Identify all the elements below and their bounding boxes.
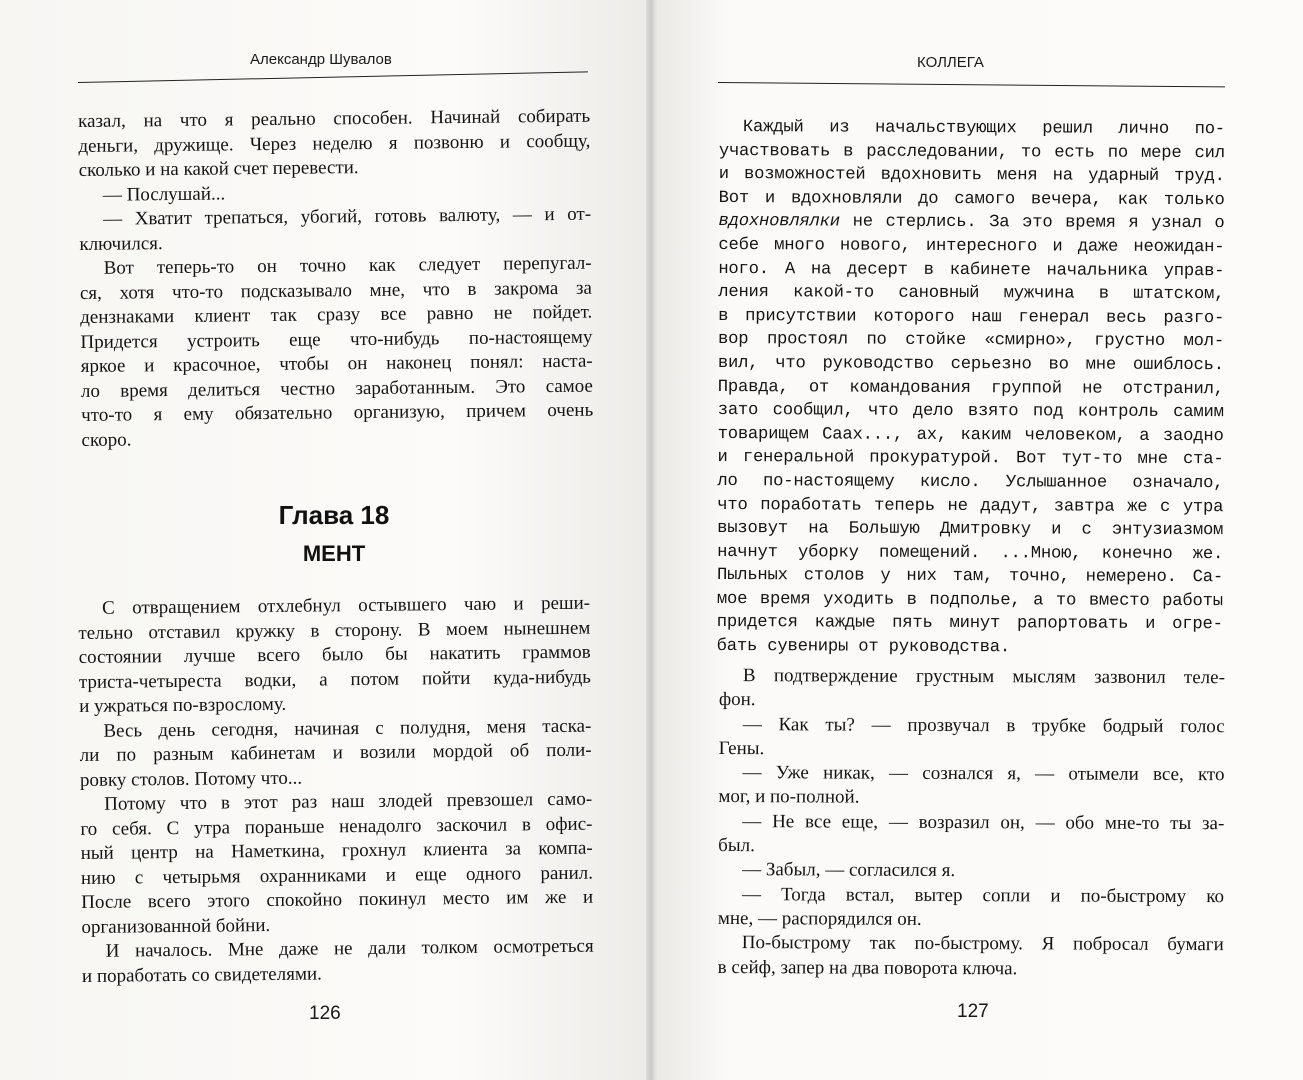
text-line: начнут уборку помещений. ...Мною, конечно же. <box>717 542 1224 564</box>
text-line: — Тогда встал, вытер сопли и по-быстрому ко <box>741 883 1225 907</box>
text-line: После всего этого спокойно покинул место им же и <box>81 886 594 913</box>
italic-word: вдохновлялки <box>718 212 840 232</box>
text-line: Вот теперь-то он точно как следует перепугал- <box>103 252 592 279</box>
text-line: С отвращением отхлебнул остывшего чаю и реши- <box>102 592 591 619</box>
page-number-right: 127 <box>957 1001 989 1022</box>
text-line: и поработать со свидетелями. <box>81 962 322 987</box>
right-text-block-lower <box>718 664 1225 982</box>
text-line: — Забыл, — согласился я. <box>742 859 956 882</box>
text-line: деньги, дружище. Через неделю я позвоню и сообщу, <box>78 130 591 157</box>
text-line: вдохновлялки не стерлись. За это время я узнал о <box>718 212 1225 234</box>
right-text-block-upper <box>717 116 1225 661</box>
text-line: Каждый из начальствующих решил лично по- <box>742 118 1225 140</box>
running-header-title: КОЛЛЕГА <box>917 54 984 71</box>
text-line: бать сувениры от руководства. <box>716 637 1011 658</box>
text-line: был. <box>718 835 755 857</box>
text-line: — Уже никак, — сознался я, — отымели все, кто <box>742 762 1225 786</box>
text-line: Потому что в этот раз наш злодей превзошел само- <box>104 788 593 815</box>
text-line: В подтверждение грустным мыслям зазвонил теле- <box>742 665 1225 689</box>
text-line: ло по-настоящему кисло. Услышанное означало, <box>717 471 1224 494</box>
text-line: состоянии лучше всего было бы накатить граммов <box>78 641 591 668</box>
text-line: сколько и на какой счет перевести. <box>78 157 359 181</box>
text-line: Правда, от командования группой не отстранил, <box>717 377 1224 399</box>
text-line: ровку столов. Потому что... <box>79 767 303 791</box>
text-line: ления какой-то сановный мужчина в штатском, <box>718 283 1225 305</box>
text-line: ло время делиться честно заработанным. Это самое <box>80 375 594 402</box>
text-line: — Хватит трепаться, убогий, готовь валюту, — и от- <box>103 203 592 230</box>
text-line: мое время уходить в подполье, а то вместо работы <box>716 589 1223 612</box>
text-line: ключился. <box>79 232 163 255</box>
text-line: По-быстрому так по-быстрому. Я побросал бумаги <box>741 932 1224 956</box>
text-line: вызовут на Большую Дмитровку и с энтузиазмом <box>717 519 1224 541</box>
text-line: фон. <box>718 689 756 711</box>
chapter-number: Глава 18 <box>278 500 390 530</box>
text-line: — Послушай... <box>102 182 226 206</box>
text-line: И началось. Мне даже не дали толком осмотреться <box>105 935 594 962</box>
text-line: в сейф, запер на два поворота ключа. <box>717 956 1018 979</box>
chapter-title: МЕНТ <box>302 541 366 566</box>
text-line: вор простоял по стойке «смирно», грустно мол- <box>717 330 1225 352</box>
text-line: го себя. С утра пораньше ненадолго заскочил в офис- <box>80 813 593 840</box>
text-line: в присутствии которого наш генерал весь разго- <box>718 306 1225 328</box>
page-number-left: 126 <box>309 1003 341 1024</box>
text-line: Пыльных столов у них там, точно, немерено. Са- <box>716 566 1224 588</box>
text-line: мог, и по-полной. <box>718 786 860 809</box>
text-line: казал, на что я реально способен. Начинай собирать <box>78 105 591 132</box>
text-line: придется каждые пять минут рапортовать и огре- <box>716 613 1223 635</box>
text-line: Гены. <box>718 737 765 760</box>
text-line: Весь день сегодня, начиная с полудня, меня таска- <box>103 715 592 742</box>
text-line: ли по разным кабинетам и возили мордой об поли- <box>79 739 592 766</box>
text-line: зато сообщил, что дело взято под контроль самим <box>717 401 1224 423</box>
text-line: участвовать в расследовании, то есть по мере сил <box>718 141 1225 163</box>
text-line: яркое и красочное, чтобы он наконец понял: наста- <box>80 350 593 377</box>
text-line: дензнаками клиент так сразу все равно не пойдет. <box>80 301 593 328</box>
text-line: нию с четырьмя охранниками и еще одного ранил. <box>80 862 594 889</box>
text-line: и генеральной прокуратурой. Вот тут-то мне ста- <box>717 448 1224 470</box>
text-line: Вот и вдохновляли до самого вечера, как только <box>718 188 1225 210</box>
text-line: — Как ты? — прозвучал в трубке бодрый голос <box>742 713 1225 737</box>
text-line: ный центр на Наметкина, грохнул клиента за компа- <box>80 837 593 864</box>
text-line: ного. А на десерт в кабинете начальника управ- <box>718 259 1225 281</box>
text-line: себе много нового, интересного и даже неожидан- <box>718 235 1225 258</box>
text-line: и ужраться по-взрослому. <box>79 693 287 717</box>
text-line: тельно отставил кружку в сторону. В моем нынешнем <box>78 617 591 644</box>
left-text-block-bottom <box>78 592 594 989</box>
text-line: вил, что руководство серьезно во мне ошиблось. <box>717 353 1224 376</box>
text-line: организованной бойни. <box>81 914 271 938</box>
text-line: что поработать теперь не дадут, завтра же с утра <box>717 495 1224 517</box>
text-line: товарищем Саах..., ах, каким человеком, а заодно <box>717 424 1224 446</box>
left-text-block-top <box>78 105 594 453</box>
text-line: триста-четыреста водки, а потом пойти куда-нибудь <box>78 666 591 693</box>
text-line: ся, хотя что-то подсказывало мне, что в закрома за <box>79 277 592 304</box>
running-header-author: Александр Шувалов <box>250 51 392 68</box>
text-line: мне, — распорядился он. <box>717 907 922 930</box>
text-line: Придется устроить еще что-нибудь по-настоящему <box>80 326 593 353</box>
text-line: скоро. <box>81 428 132 451</box>
text-line: что-то я ему обязательно организую, причем очень <box>81 399 594 426</box>
book-gutter <box>646 0 658 1080</box>
text-line: — Не все еще, — возразил он, — обо мне-то ты за- <box>742 810 1225 834</box>
text-line: и возможностей вдохновить меня на ударный труд. <box>718 165 1225 187</box>
